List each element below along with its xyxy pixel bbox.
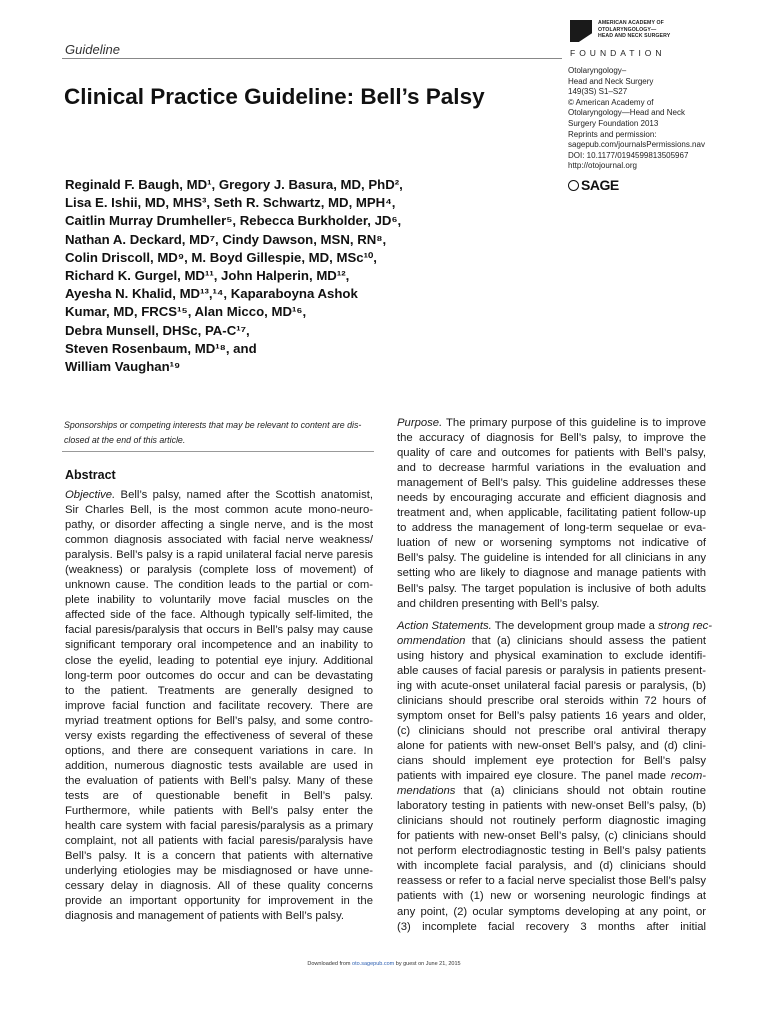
meta-line: 149(3S) S1–S27 — [568, 87, 628, 97]
body-line: Bell’s palsy. The target population is inclusive of both adults — [397, 582, 706, 595]
body-line — [397, 619, 713, 634]
body-line: (3) incomplete facial recovery 3 months after initial — [397, 920, 706, 933]
meta-line: Surgery Foundation 2013 — [568, 118, 659, 128]
logo-foundation-text: FOUNDATION — [570, 48, 666, 58]
body-line: cians should implement eye protection for Bell’s palsy — [397, 755, 706, 768]
meta-line: Reprints and permission: — [568, 129, 657, 139]
article-title: Clinical Practice Guideline: Bell’s Palsy — [64, 84, 485, 109]
body-line: health care system with facial paresis/paralysis as a primary — [65, 820, 373, 833]
body-line: patients with (1) new or worsening neurologic findings at — [397, 890, 706, 903]
meta-line: sagepub.com/journalsPermissions.nav — [568, 140, 705, 150]
body-line: diagnosis and management of patients with Bell’s palsy. — [65, 910, 345, 923]
body-line: (weakness) or paralysis (complete loss of movement) of — [65, 564, 373, 577]
header-rule — [62, 58, 562, 59]
author-line: Caitlin Murray Drumheller⁵, Rebecca Burkholder, JD⁶, — [65, 213, 402, 229]
body-line: with incomplete facial paralysis, and (d) clinicians should — [397, 860, 706, 873]
body-line: reassess or refer to a facial nerve specialist those Bell’s palsy — [397, 875, 706, 888]
body-line: underlying etiologies may be misdiagnosed or have unne- — [65, 865, 373, 878]
body-line: affected side of the face. Although typically self-limited, the — [65, 609, 373, 622]
publisher-logo — [568, 177, 619, 193]
body-line: complaint, not all patients with facial paresis/paralysis have — [65, 835, 373, 848]
body-line: facial paresis/paralysis that occurs in Bell’s palsy may cause — [65, 624, 373, 637]
meta-line: DOI: 10.1177/0194599813505967 — [568, 150, 689, 160]
body-line: using history and physical examination to exclude identifi- — [397, 649, 706, 662]
logo-line: AMERICAN ACADEMY OF — [598, 20, 664, 26]
body-line: Bell’s palsy. The guideline is intended for all clinicians in any — [397, 552, 706, 565]
body-line: (c) clinicians should not prescribe oral antiviral therapy — [397, 724, 706, 737]
body-line — [397, 416, 706, 431]
abstract-right-column — [397, 416, 713, 935]
body-line: setting who are likely to diagnose and manage patients with — [397, 567, 706, 580]
body-text: The primary purpose of this guideline is to improve — [442, 417, 706, 429]
body-line: options, and there are consequent variations in care. In — [65, 744, 373, 757]
objective-label: Objective. — [65, 489, 116, 501]
author-list — [65, 176, 565, 376]
purpose-label: Purpose. — [397, 417, 443, 429]
logo-line: HEAD AND NECK SURGERY — [598, 33, 671, 39]
publisher-name: SAGE — [581, 177, 619, 193]
body-line: clinicians should prescribe oral steroids within 72 hours of — [397, 694, 706, 707]
body-line: myriad treatment options for Bell’s palsy, and some contro- — [65, 714, 373, 727]
body-line — [397, 784, 706, 799]
body-line: improve facial function and facilitate recovery. There are — [65, 699, 373, 712]
meta-line: http://otojournal.org — [568, 161, 637, 171]
abstract-left-column — [65, 488, 373, 924]
body-line: the accuracy of diagnosis for Bell’s palsy, to improve the — [397, 432, 706, 445]
body-line: versy exists regarding the effectiveness of several of these — [65, 729, 373, 742]
author-line: Richard K. Gurgel, MD¹¹, John Halperin, MD¹², — [65, 268, 350, 284]
body-line: management of Bell’s palsy. This guideline addresses these — [397, 477, 706, 490]
footer-text: by guest on June 21, 2015 — [394, 961, 461, 967]
emphasis-text: recom- — [670, 770, 706, 783]
meta-line: Otolaryngology– — [568, 66, 627, 75]
footer-link[interactable]: oto.sagepub.com — [352, 961, 395, 967]
abstract-heading: Abstract — [65, 468, 116, 482]
author-line: Debra Munsell, DHSc, PA-C¹⁷, — [65, 322, 250, 338]
author-line: Kumar, MD, FRCS¹⁵, Alan Micco, MD¹⁶, — [65, 304, 307, 320]
body-line: symptom onset for Bell’s palsy patients 16 years and older, — [397, 709, 706, 722]
author-line: William Vaughan¹⁹ — [65, 359, 181, 375]
logo-line: OTOLARYNGOLOGY— — [598, 26, 657, 33]
emphasis-text: strong rec- — [658, 619, 713, 632]
body-line — [397, 769, 706, 784]
body-line: Bell’s palsy. It is a concern that patients with alternative — [65, 850, 373, 863]
action-statements-label: Action Statements. — [397, 619, 492, 632]
body-line: ing with acute-onset unilateral facial paresis or paralysis, (b) — [397, 679, 706, 692]
body-line: cessary delay in diagnosis. All of these quality concerns — [65, 880, 373, 893]
body-line: provide an important opportunity for improvement in the — [65, 895, 373, 908]
body-line: needs by encouraging accurate and efficient diagnosis and — [397, 492, 706, 505]
body-line: Sir Charles Bell, is the most common acute mono-neuro- — [65, 504, 373, 517]
author-line: Nathan A. Deckard, MD⁷, Cindy Dawson, MSN, RN⁸, — [65, 231, 387, 247]
meta-line: Head and Neck Surgery — [568, 76, 654, 86]
journal-metadata — [568, 66, 748, 172]
emphasis-text: ommendation — [397, 634, 466, 647]
footer-text: Downloaded from — [307, 961, 353, 967]
body-line: pathy, or disorder affecting a single nerve, and is the most — [65, 519, 373, 532]
body-line: laboratory testing in patients with new-onset Bell’s palsy, (b) — [397, 800, 706, 813]
body-line: quality of care and outcomes for patients with Bell’s palsy, — [397, 447, 706, 460]
body-line: the evaluation of patients with Bell’s palsy. Many of these — [65, 774, 373, 787]
aao-hns-foundation-logo — [570, 20, 710, 58]
body-line: any point, (2) ocular symptoms developing at any point, or — [397, 905, 706, 918]
body-line: not perform electrodiagnostic testing in Bell’s palsy patients — [397, 845, 706, 858]
author-line: Lisa E. Ishii, MD, MHS³, Seth R. Schwartz, MD, MPH⁴, — [65, 195, 396, 211]
body-line — [65, 488, 373, 503]
body-line: Furthermore, while patients with Bell’s palsy enter the — [65, 804, 373, 817]
body-line: and to decrease harmful variations in the evaluation and — [397, 462, 706, 475]
body-line — [397, 634, 706, 649]
author-line: Steven Rosenbaum, MD¹⁸, and — [65, 340, 257, 356]
article-type-label: Guideline — [65, 42, 120, 57]
body-line: addition, numerous diagnostic tests available are used in — [65, 759, 373, 772]
meta-line: Otolaryngology—Head and Neck — [568, 108, 685, 118]
body-line: and children presenting with Bell’s palsy. — [397, 597, 600, 610]
sponsor-line: closed at the end of this article. — [64, 435, 186, 445]
body-line: to address the management of long-term sequelae or eva- — [397, 522, 706, 535]
emphasis-text: mendations — [397, 785, 456, 798]
body-text: The development group made a — [491, 619, 659, 632]
sponsor-line: Sponsorships or competing interests that may be relevant to content are dis- — [64, 420, 362, 430]
body-text: that (a) clinicians should assess the patient — [465, 634, 706, 647]
author-line: Reginald F. Baugh, MD¹, Gregory J. Basura, MD, PhD², — [65, 177, 403, 192]
body-line: alone for patients with new-onset Bell’s palsy, and (d) clini- — [397, 739, 706, 752]
body-line: for patients with new-onset Bell’s palsy, (c) clinicians should — [397, 830, 706, 843]
aao-logo-icon — [570, 20, 592, 42]
meta-line: © American Academy of — [568, 97, 654, 107]
author-line: Ayesha N. Khalid, MD¹³,¹⁴, Kaparaboyna Ashok — [65, 286, 358, 302]
author-line: Colin Driscoll, MD⁹, M. Boyd Gillespie, MD, MSc¹⁰, — [65, 249, 377, 265]
body-line: unknown cause. The condition leads to the partial or com- — [65, 579, 373, 592]
body-text: that (a) clinicians should not obtain routine — [455, 785, 706, 798]
body-line: significant temporary oral incompetence and an inability to — [65, 639, 373, 652]
sage-circle-icon — [568, 180, 579, 191]
body-line: tests are of questionable benefit in Bell’s palsy. — [65, 789, 373, 802]
body-text: patients with impaired eye closure. The panel made — [397, 770, 671, 783]
body-line: long-term poor outcomes do occur and can be devastating — [65, 669, 373, 682]
body-line: common diagnosis associated with facial nerve weakness/ — [65, 534, 373, 547]
body-line: clinicians should not routinely perform diagnostic imaging — [397, 815, 706, 828]
download-footer — [0, 961, 768, 967]
sponsor-rule — [62, 451, 374, 452]
body-line: close the eyelid, leading to potential eye injury. Additional — [65, 654, 373, 667]
body-text: Bell’s palsy, named after the Scottish anatomist, — [115, 489, 373, 501]
sponsorship-note — [64, 418, 372, 448]
body-line: to the patient. Treatments are generally designed to — [65, 684, 373, 697]
body-line: plete inability to voluntarily move facial muscles on the — [65, 594, 373, 607]
body-line: able causes of facial paresis or paralysis in patients present- — [397, 664, 706, 677]
body-line: treatment and, when applicable, facilitating patient follow-up — [397, 507, 706, 520]
body-line: luation of new or worsening symptoms not indicative of — [397, 537, 706, 550]
body-line: paralysis. Bell’s palsy is a rapid unilateral facial nerve paresis — [65, 549, 373, 562]
